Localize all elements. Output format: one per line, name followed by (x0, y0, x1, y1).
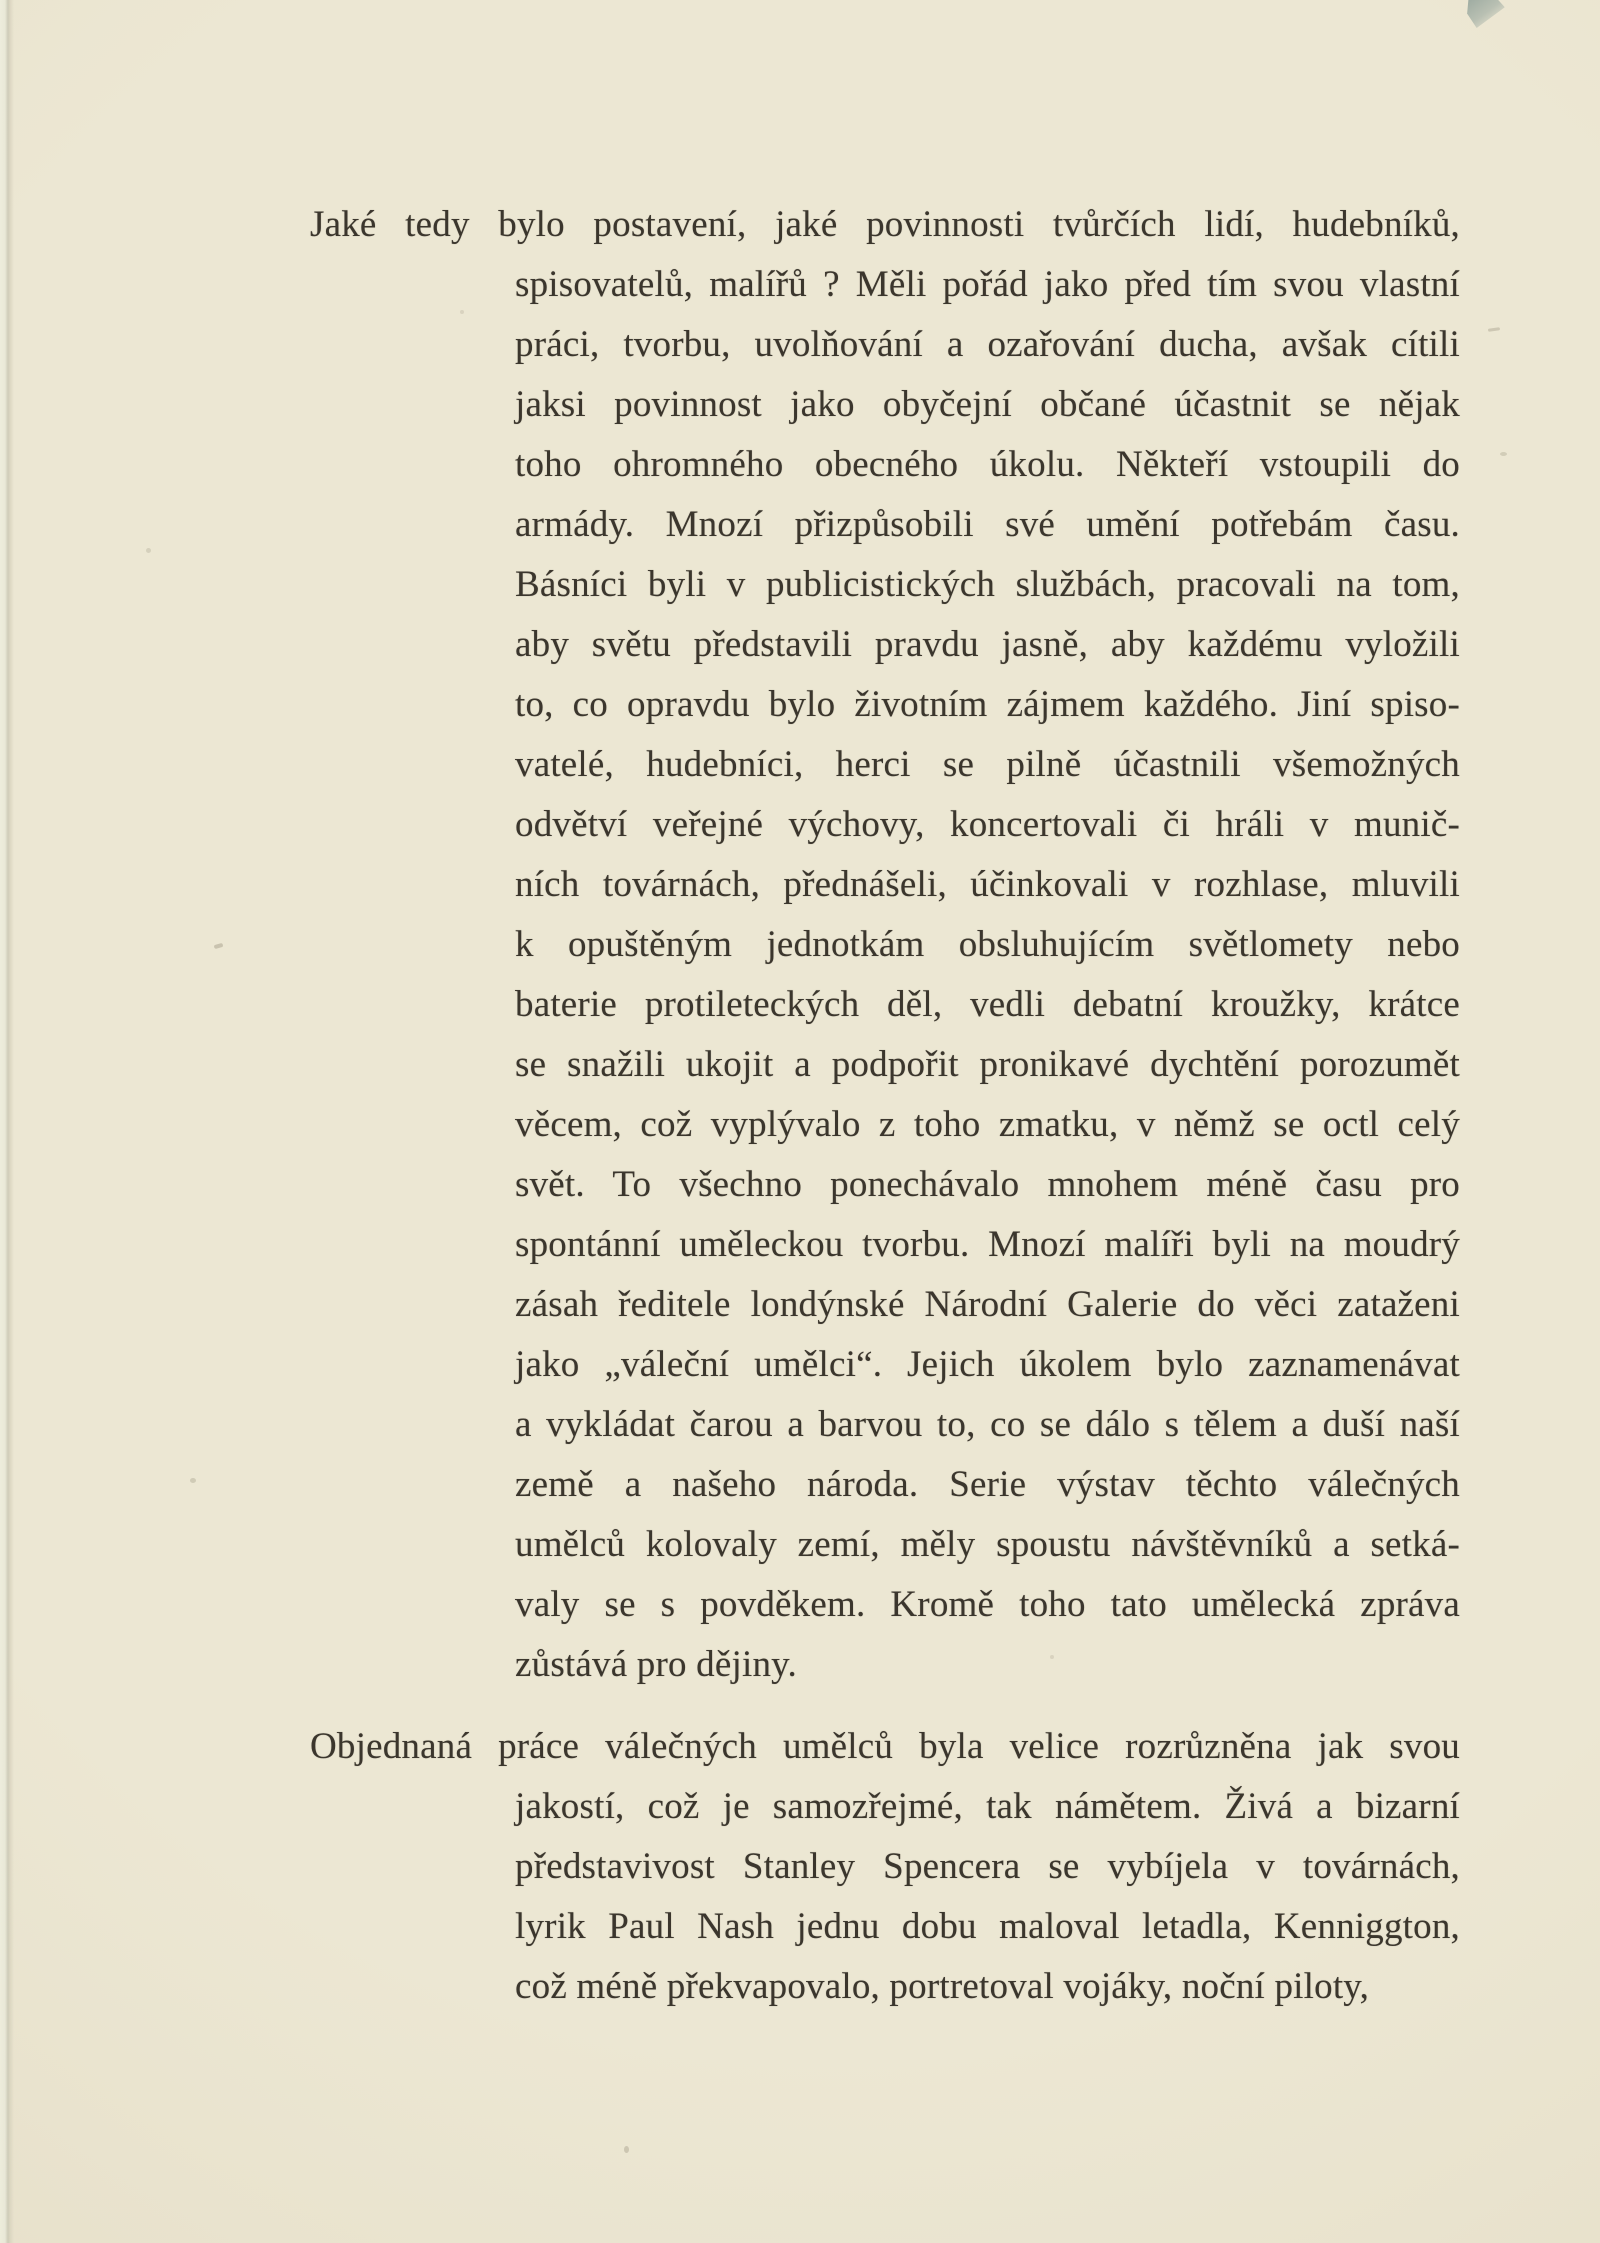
text-line: lyrik Paul Nash jednu dobu maloval letadla, Kenniggton, (515, 1906, 1460, 1947)
paragraph-1 (310, 195, 1460, 1695)
text-line: k opuštěným jednotkám obsluhujícím světlomety nebo (515, 924, 1460, 965)
text-line: svět. To všechno ponechávalo mnohem méně času pro (515, 1164, 1460, 1205)
text-line: baterie protileteckých děl, vedli debatní kroužky, krátce (515, 984, 1460, 1025)
text-line: Objednaná práce válečných umělců byla velice rozrůzněna jak svou (310, 1726, 1460, 1767)
text-line: zůstává pro dějiny. (515, 1644, 797, 1685)
text-line: armády. Mnozí přizpůsobili své umění potřebám času. (515, 504, 1460, 545)
paper-speck (214, 943, 224, 949)
text-line: spontánní uměleckou tvorbu. Mnozí malíři byli na moudrý (515, 1224, 1460, 1265)
text-line: jako „váleční umělci“. Jejich úkolem bylo zaznamenávat (515, 1344, 1460, 1385)
text-line: odvětví veřejné výchovy, koncertovali či hráli v munič- (515, 804, 1460, 845)
text-line: země a našeho národa. Serie výstav těchto válečných (515, 1464, 1460, 1505)
text-line: představivost Stanley Spencera se vybíjela v továrnách, (515, 1846, 1460, 1887)
text-line: valy se s povděkem. Kromě toho tato umělecká zpráva (515, 1584, 1460, 1625)
text-line: jakostí, což je samozřejmé, tak námětem. Živá a bizarní (515, 1786, 1460, 1827)
paper-speck (624, 2146, 629, 2153)
paper-speck (190, 1478, 196, 1483)
paper-speck (460, 310, 464, 314)
text-line: vatelé, hudebníci, herci se pilně účastnili všemožných (515, 744, 1460, 785)
scan-blemish-mark (1450, 0, 1506, 31)
text-line: spisovatelů, malířů ? Měli pořád jako před tím svou vlastní (515, 264, 1460, 305)
text-line: Básníci byli v publicistických službách, pracovali na tom, (515, 564, 1460, 605)
text-line: a vykládat čarou a barvou to, co se dálo s tělem a duší naší (515, 1404, 1460, 1445)
text-line: práci, tvorbu, uvolňování a ozařování ducha, avšak cítili (515, 324, 1460, 365)
text-line: věcem, což vyplývalo z toho zmatku, v němž se octl celý (515, 1104, 1460, 1145)
text-line: to, co opravdu bylo životním zájmem každého. Jiní spiso- (515, 684, 1460, 725)
text-line: toho ohromného obecného úkolu. Někteří vstoupili do (515, 444, 1460, 485)
text-line: což méně překvapovalo, portretoval vojáky, noční piloty, (515, 1966, 1370, 2007)
paper-speck (146, 548, 151, 553)
text-line: jaksi povinnost jako obyčejní občané účastnit se nějak (515, 384, 1460, 425)
text-line: zásah ředitele londýnské Národní Galerie do věci zataženi (515, 1284, 1460, 1325)
text-line: umělců kolovaly zemí, měly spoustu návštěvníků a setká- (515, 1524, 1460, 1565)
text-line: Jaké tedy bylo postavení, jaké povinnosti tvůrčích lidí, hudebníků, (310, 204, 1460, 245)
paragraph-2 (310, 1717, 1460, 2017)
text-line: aby světu představili pravdu jasně, aby každému vyložili (515, 624, 1460, 665)
text-line: se snažili ukojit a podpořit pronikavé dychtění porozumět (515, 1044, 1460, 1085)
text-line: ních továrnách, přednášeli, účinkovali v rozhlase, mluvili (515, 864, 1460, 905)
page-edge (0, 0, 14, 2243)
paper-speck (1500, 452, 1507, 456)
paper-speck (1488, 327, 1500, 332)
text-block (310, 195, 1460, 2017)
